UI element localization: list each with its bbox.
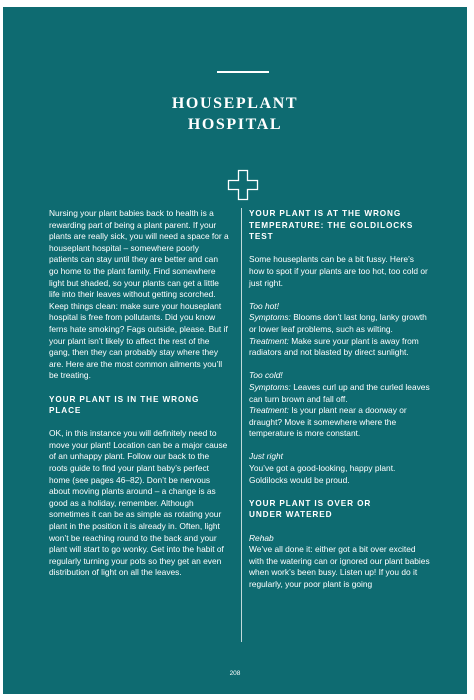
rehab-body: We’ve all done it: either got a bit over excited with the watering can or ignored our plant babies when work’s been busy. Listen up! If you do it regularly, your poor plant is going	[249, 544, 430, 589]
too-cold-symptoms-label: Symptoms:	[249, 381, 291, 392]
too-hot-treatment-text: Make sure your plant is away from radiators and not blasted by direct sunlight.	[249, 335, 419, 358]
too-cold-symptoms	[249, 382, 431, 405]
section-heading-temperature	[249, 208, 431, 243]
watering-heading-line-1: YOUR PLANT IS OVER OR	[249, 498, 372, 508]
too-cold-title: Too cold!	[249, 370, 283, 381]
title-line-1: HOUSEPLANT	[171, 95, 299, 112]
rehab-title: Rehab	[249, 532, 274, 543]
temperature-heading-line-2: TEMPERATURE: THE GOLDILOCKS TEST	[249, 220, 414, 242]
intro-paragraph: Nursing your plant babies back to health is a rewarding part of being a plant parent. If your plants are really sick, you will need a space for a houseplant hospital – somewhere poorly patients can stay until they are better and can go home to the plant family. Find somewhere light but shaded, so your plants can get a little life into their leaves without getting scorched. Keep things clean: make sure your houseplant hospital is free from pollutants. Did you know ferns hate smoking? Fags outside, please. But if your plant isn’t likely to affect the rest of the gang, then they can probably stay where they are. Here are the most common ailments you’ll be treating.	[49, 208, 229, 381]
column-divider	[241, 208, 242, 642]
too-hot-title: Too hot!	[249, 300, 279, 311]
temperature-intro: Some houseplants can be a bit fussy. Here’s how to spot if your plants are too hot, too cold or just right.	[249, 254, 428, 288]
too-cold-treatment-text: Is your plant near a doorway or draught? Move it somewhere where the temperature is more constant.	[249, 405, 407, 439]
right-column	[249, 208, 431, 591]
too-hot-treatment	[249, 336, 431, 359]
left-column	[49, 208, 229, 591]
too-hot-symptoms-text: Blooms don’t last long, lanky growth or lower leaf problems, such as wilting.	[249, 312, 427, 334]
watering-heading-line-2: UNDER WATERED	[249, 510, 333, 520]
section-heading-wrong-place: YOUR PLANT IS IN THE WRONG PLACE	[49, 394, 200, 416]
teal-panel	[3, 7, 467, 694]
section-heading-watering	[249, 498, 431, 521]
too-hot-symptoms	[249, 312, 431, 335]
too-cold-treatment-label: Treatment:	[249, 405, 289, 416]
too-cold-symptoms-text: Leaves curl up and the curled leaves can turn brown and fall off.	[249, 381, 430, 404]
just-right-title: Just right	[249, 451, 283, 462]
title-line-2: HOSPITAL	[187, 116, 283, 133]
top-rule	[217, 71, 269, 73]
just-right-body: You’ve got a good-looking, happy plant. Goldilocks would be proud.	[249, 463, 396, 485]
too-hot-treatment-label: Treatment:	[249, 335, 289, 346]
wrong-place-paragraph: OK, in this instance you will definitely need to move your plant! Location can be a major cause of an unhappy plant. Follow our back to the roots guide to find your plant baby’s perfect home (see pages 46–82). Don’t be nervous about moving plants around – a change is as good as a holiday, remember. Although sometimes it can be as simple as rotating your plant in the position it is already in. Often, light won’t be reaching round to the back and your plant will start to go wonky. Get into the habit of regularly turning your pots so they get an even distribution of light on all the leaves.	[49, 428, 228, 578]
temperature-heading-line-1: YOUR PLANT IS AT THE WRONG	[249, 209, 402, 218]
medical-cross-icon	[227, 169, 259, 201]
too-hot-symptoms-label: Symptoms:	[249, 312, 291, 323]
page-number: 208	[229, 670, 241, 677]
too-cold-treatment	[249, 405, 431, 440]
page-title	[3, 93, 467, 135]
